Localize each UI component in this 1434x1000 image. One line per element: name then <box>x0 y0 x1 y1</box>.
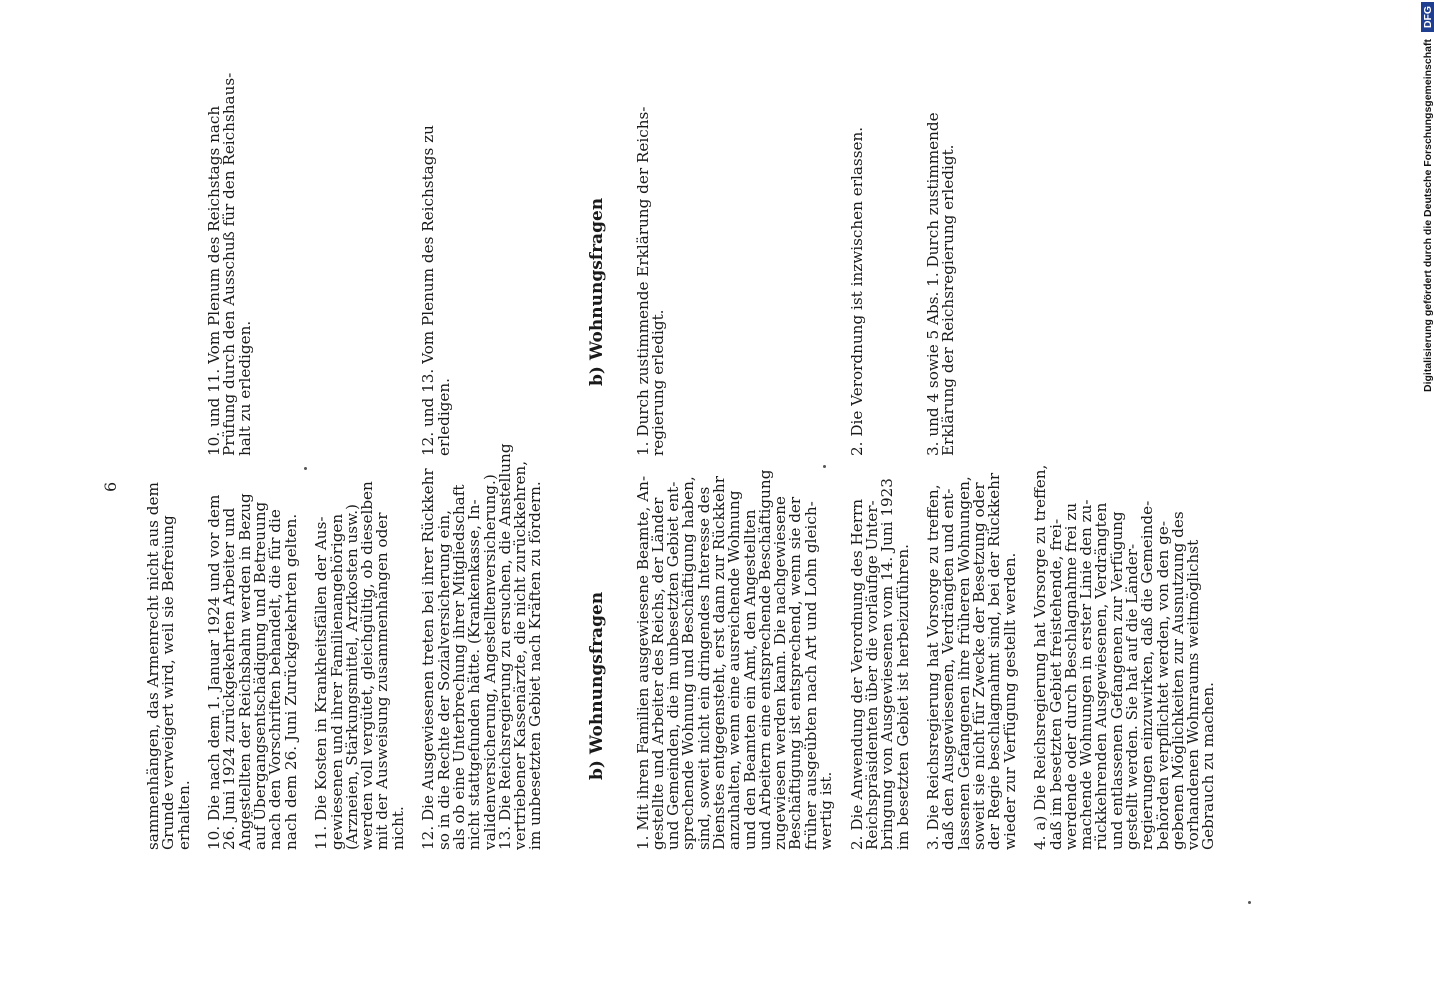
text-line: 2. Die Anwendung der Verordnung des Herrn <box>847 498 866 850</box>
text-line: halt zu erledigen. <box>235 320 254 456</box>
blank-line <box>605 73 620 456</box>
text-line: 13. Die Reichsregierung zu ersuchen, die Anstellung <box>495 443 514 850</box>
side-credit <box>1421 2 1434 392</box>
blank-line <box>896 73 911 456</box>
page-number: 6 <box>101 481 120 492</box>
text-line: nach dem 26. Juni Zurückgekehrten gelten. <box>281 513 300 850</box>
text-line: 4. a) Die Reichsregierung hat Vorsorge zu treffen, <box>1031 464 1050 850</box>
text-line: mit der Ausweisung zusammenhängen oder <box>373 512 392 850</box>
blank-line <box>452 73 467 456</box>
text-line: und Gemeinden, die im unbesetzten Gebiet ent- <box>664 481 683 850</box>
text-line: so in die Rechte der Sozialversicherung ein, <box>434 510 453 850</box>
blank-line <box>375 73 390 456</box>
blank-line <box>177 73 192 456</box>
text-line: sammenhängen, das Armenrecht nicht aus dem <box>144 482 162 850</box>
text-line: lassenen Gefangenen ihre früheren Wohnungen, <box>954 476 973 850</box>
blank-line <box>880 73 895 456</box>
blank-line <box>544 73 559 456</box>
text-line: erledigen. <box>434 378 453 456</box>
blank-line <box>314 73 329 456</box>
text-line: 3. und 4 sowie 5 Abs. 1. Durch zustimmende <box>924 112 943 456</box>
text-line: 12. Die Ausgewiesenen treten bei ihrer Rückkehr <box>419 468 438 850</box>
blank-line <box>804 73 819 456</box>
text-line: vorhandenen Wohnraums weitmöglichst <box>1184 539 1203 850</box>
text-line: behörden verpflichtet werden, von den ge- <box>1153 521 1172 850</box>
blank-line <box>146 73 161 456</box>
text-line: zugewiesen werden kann. Die nachgewiesene <box>771 496 790 850</box>
left-text-column <box>146 443 1217 850</box>
blank-line <box>513 73 528 456</box>
text-line: im besetzten Gebiet ist herbeizuführen. <box>893 543 912 850</box>
blank-line <box>758 73 773 456</box>
text-line: und den Beamten ein Amt, den Angestellten <box>740 509 759 850</box>
scan-speck <box>304 467 307 470</box>
text-line: wertig ist. <box>817 771 836 850</box>
blank-line <box>544 443 559 850</box>
text-line: 3. Die Reichsregierung hat Vorsorge zu treffen, <box>924 484 943 850</box>
blank-line <box>391 73 406 456</box>
text-line: wieder zur Verfügung gestellt werden. <box>1000 552 1019 850</box>
text-line: machende Wohnungen in erster Linie den zu- <box>1077 499 1096 850</box>
text-line: sind, soweit nicht ein dringendes Interesse des <box>694 486 713 850</box>
blank-line <box>727 73 742 456</box>
text-line: vertriebener Kassenärzte, die nicht zurückkehren, <box>511 460 530 850</box>
text-line: und Arbeitern eine entsprechende Beschäftigung <box>755 469 774 850</box>
blank-line <box>788 73 803 456</box>
text-line: 1. Mit ihren Familien ausgewiesene Beamte, An- <box>633 475 652 850</box>
blank-line <box>330 73 345 456</box>
text-line: 10. Die nach dem 1. Januar 1924 und vor dem <box>205 494 224 850</box>
text-line: 2. Die Verordnung ist inzwischen erlassen. <box>847 126 866 456</box>
blank-line <box>865 73 880 456</box>
text-line: der Regie beschlagnahmt sind, bei der Rückkehr <box>985 472 1004 850</box>
scan-speck <box>1248 901 1251 904</box>
text-line: nach den Vorschriften behandelt, die für die <box>266 509 285 850</box>
text-line: rückkehrenden Ausgewiesenen, Verdrängten <box>1092 502 1111 850</box>
blank-line <box>483 73 498 456</box>
text-line: Grunde verweigert wird, weil sie Befreiung <box>159 515 178 850</box>
text-line: 11. Die Kosten in Krankheitsfällen der Aus- <box>312 516 331 850</box>
side-credit-text: Digitalisierung gefördert durch die Deutsche Forschungsgemeinschaft <box>1422 39 1434 392</box>
blank-line <box>559 73 574 456</box>
blank-line <box>773 73 788 456</box>
text-line: gebenen Möglichkeiten zur Ausnutzung des <box>1168 511 1187 850</box>
text-line: sprechende Wohnung und Beschäftigung haben, <box>679 476 698 850</box>
text-line: früher ausgeübten nach Art und Lohn gleich- <box>801 501 820 850</box>
text-line: b) Wohnungsfragen <box>586 591 607 780</box>
blank-line <box>268 73 283 456</box>
blank-line <box>559 443 574 850</box>
text-line: Angestellten der Reichsbahn werden in Bezug <box>235 493 254 850</box>
blank-line <box>712 73 727 456</box>
blank-line <box>299 73 314 456</box>
text-line: gewiesenen und ihrer Familienangehörigen <box>327 513 346 850</box>
text-line: im unbesetzten Gebiet nach Kräften zu fördern. <box>526 481 545 850</box>
text-line: gestellte und Arbeiter des Reichs, der Länder <box>648 497 667 850</box>
text-line: regierungen einzuwirken, daß die Gemeinde- <box>1138 500 1157 850</box>
text-line: Prüfung durch den Ausschuß für den Reichshaus- <box>220 72 239 456</box>
text-line: nicht. <box>388 806 407 850</box>
text-line: werdende oder durch Beschlagnahme frei zu <box>1061 502 1080 850</box>
blank-line <box>605 443 620 850</box>
text-line: daß im besetzten Gebiet freistehende, frei- <box>1046 518 1065 850</box>
text-line: b) Wohnungsfragen <box>586 197 607 386</box>
text-line: nicht stattgefunden hätte. (Krankenkasse, In- <box>465 499 484 850</box>
text-line: daß den Ausgewiesenen, Verdrängten und ent- <box>939 488 958 850</box>
blank-line <box>345 73 360 456</box>
text-line: 26. Juni 1924 zurückgekehrten Arbeiter und <box>220 507 239 850</box>
text-line: gestellt werden. Sie hat auf die Länder- <box>1123 543 1141 850</box>
text-line: Reichspräsidenten über die vorläufige Unter- <box>862 500 881 850</box>
blank-line <box>161 73 176 456</box>
text-line: 1. Durch zustimmende Erklärung der Reichs- <box>633 106 652 456</box>
text-line: Gebrauch zu machen. <box>1199 681 1218 850</box>
blank-line <box>284 73 299 456</box>
text-line: bringung von Ausgewiesenen vom 14. Juni 1923 <box>878 478 897 850</box>
text-line: Erklärung der Reichsregierung erledigt. <box>939 144 958 456</box>
blank-line <box>819 73 834 456</box>
text-line: validenversicherung, Angestelltenversicherung.) <box>480 474 499 850</box>
scan-speck <box>823 465 826 468</box>
text-line: Beschäftigung ist entsprechend, wenn sie der <box>786 496 805 850</box>
blank-line <box>697 73 712 456</box>
text-line: (Arzneien, Stärkungsmittel, Arztkosten usw.) <box>342 504 361 850</box>
text-line: 10. und 11. Vom Plenum des Reichstags nach <box>205 105 224 456</box>
text-line: soweit sie nicht für Zwecke der Besetzung oder <box>970 482 989 850</box>
blank-line <box>743 73 758 456</box>
text-line: auf Übergangsentschädigung und Betreuung <box>251 501 270 850</box>
text-line: Dienstes entgegensteht, erst dann zur Rückkehr <box>709 476 728 850</box>
blank-line <box>360 73 375 456</box>
blank-line <box>253 73 268 456</box>
blank-line <box>666 73 681 456</box>
text-line: regierung erledigt. <box>648 309 667 456</box>
text-line: als ob eine Unterbrechung ihrer Mitgliedschaft <box>449 484 468 850</box>
right-text-column <box>146 73 957 456</box>
dfg-logo: DFG <box>1421 2 1434 32</box>
text-line: anzuhalten, wenn eine ausreichende Wohnung <box>725 490 744 850</box>
blank-line <box>498 73 513 456</box>
text-line: 12. und 13. Vom Plenum des Reichstags zu <box>419 125 438 456</box>
text-line: werden voll vergütet, gleichgültig, ob dieselben <box>358 481 377 850</box>
text-line: erhalten. <box>174 780 193 850</box>
blank-line <box>467 73 482 456</box>
blank-line <box>528 73 543 456</box>
text-line: und entlassenen Gefangenen zur Verfügung <box>1107 511 1126 850</box>
blank-line <box>681 73 696 456</box>
